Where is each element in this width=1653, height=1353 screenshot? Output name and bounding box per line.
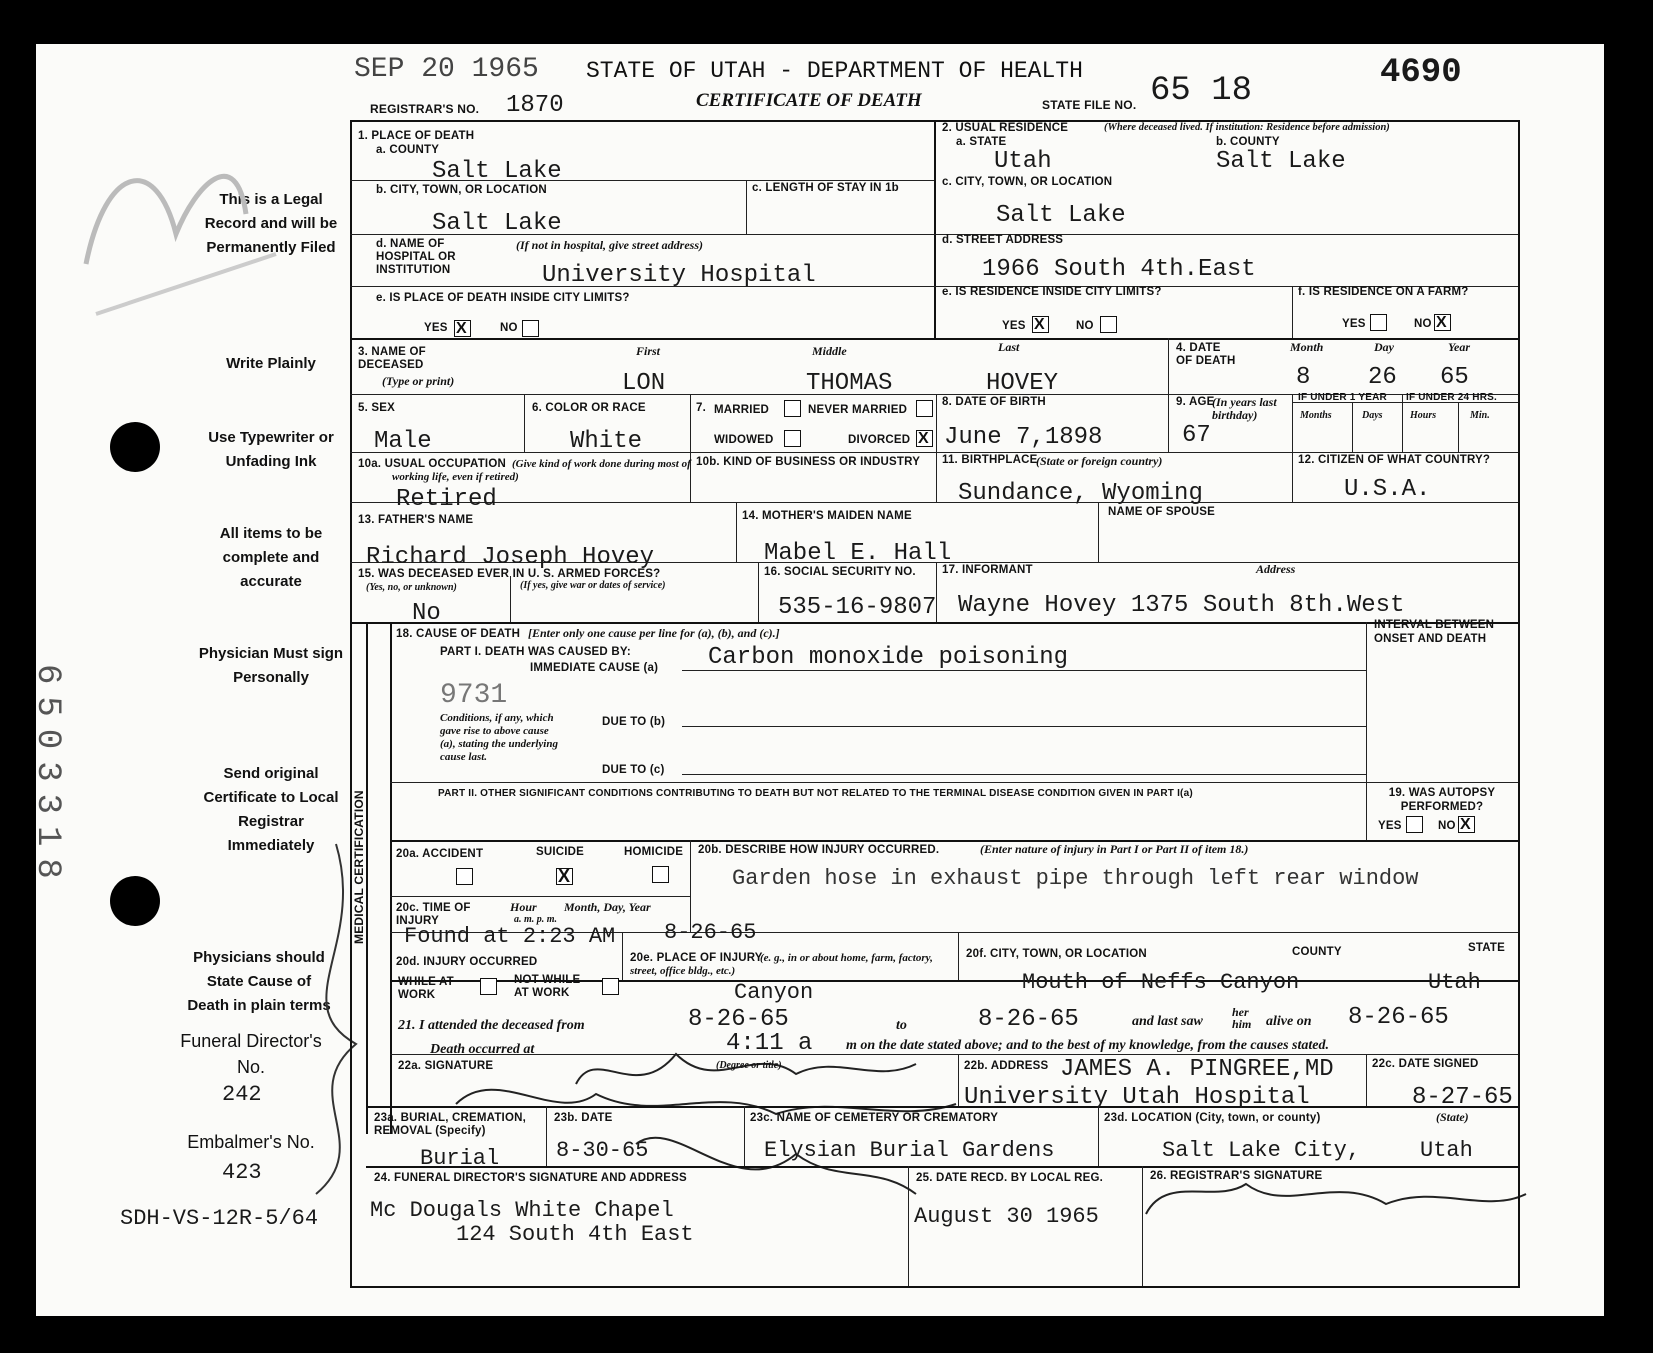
medical-certification-label: MEDICAL CERTIFICATION: [352, 790, 366, 944]
check-mark-x: X: [1460, 816, 1471, 833]
side-note-ink: Use Typewriter or Unfading Ink: [208, 429, 334, 470]
value-date-of-birth: June 7,1898: [944, 424, 1103, 451]
form-code: SDH-VS-12R-5/64: [120, 1206, 319, 1231]
value-race: White: [570, 428, 643, 455]
value-birthplace: Sundance, Wyoming: [958, 480, 1203, 507]
registrar-no: 1870: [506, 92, 564, 119]
value-father: Richard Joseph Hovey: [366, 544, 655, 571]
funeral-director-no: 242: [222, 1082, 262, 1107]
checkbox-not-at-work[interactable]: [602, 978, 619, 995]
label-date-of-death: 4. DATE OF DEATH: [1176, 342, 1236, 367]
value-burial-date: 8-30-65: [556, 1138, 649, 1163]
label-length-of-stay: c. LENGTH OF STAY IN 1b: [752, 182, 899, 194]
value-citizen: U.S.A.: [1344, 476, 1431, 503]
vertical-serial: 6503318: [28, 664, 66, 891]
certificate-page: SEP 20 1965 STATE OF UTAH - DEPARTMENT OF HEALTH CERTIFICATE OF DEATH REGISTRAR'S NO. 1870 STATE FILE NO. 65 18 4690 This is a Legal Record and will be Permanently Filed Write Plainly Use Typewriter or Unfading Ink All items to be complete and accurate Physician Must sign Personally Send original Certificate to Local Registrar Immediately Physicians should State Cause of Death in plain terms Funeral Director's No. 242 Embalmer's No. 423 SDH-VS-12R-5/64 6503318 MEDICAL CERTIFICATION 1. PLACE OF DEATH a. COUNTY Salt Lake b. CITY, TOWN, OR LOCATION Salt Lake c. LENGTH OF STAY IN 1b d. NAME OF HOSPITAL OR INSTITUTION (If not in hospital, give street address) University Hospital e. IS PLACE OF DEATH INSIDE CITY LIMITS? YES X NO 2. USUAL RESIDENCE (Where deceased lived. If institution: Residence before admission) a. STATE b. COUNTY Utah Salt Lake c. CITY, TOWN, OR LOCATION Salt Lake d. STREET ADDRESS 1966 South 4th.East e. IS RESIDENCE INSIDE CITY LIMITS? YES X NO f. IS RESIDENCE ON A FARM? YES NO X 3. NAME OF DECEASED (Type or print) First Middle Last LON THOMAS HOVEY 4. DATE OF DEATH Month Day Year 8 26 65 5. SEX Male 6. COLOR OR RACE White 7. MARRIED NEVER MARRIED WIDOWED DIVORCED X 8. DATE OF BIRTH June 7,1898 9. AGE (In years last birthday) 67 IF UNDER 1 YEAR IF UNDER 24 HRS. Months Days Hours Min. 10a. USUAL OCCUPATION (Give kind of work done during most of working life, even if retired) Retired 10b. KIND OF BUSINESS OR INDUSTRY 11. BIRTHPLACE (State or foreign country) Sundance, Wyoming 12. CITIZEN OF WHAT COUNTRY? U.S.A. 13. FATHER'S NAME Richard Joseph Hovey 14. MOTHER'S MAIDEN NAME Mabel E. Hall NAME OF SPOUSE 15. WAS DECEASED EVER IN U. S. ARMED FORCES? (Yes, no, or unknown) (If yes, give war or dates of service) No 16. SOCIAL SECURITY NO. 535-16-9807 17. INFORMANT Address Wayne Hovey 1375 South 8th.West 18. CAUSE OF DEATH [Enter only one cause per line for (a), (b), and (c).] PART I. DEATH WAS CAUSED BY: IMMEDIATE CAUSE (a) Carbon monoxide poisoning 9731 Conditions, if any, which gave rise to above cause (a), stating the underlying cause last. DUE TO (b) DUE TO (c) PART II. OTHER SIGNIFICANT CONDITIONS CONTRIBUTING TO DEATH BUT NOT RELATED TO THE TERMINAL DISEASE CONDITION GIVEN IN PART I(a) INTERVAL BETWEEN ONSET AND DEATH 19. WAS AUTOPSY PERFORMED? YES NO X 20a. ACCIDENT SUICIDE HOMICIDE X 20b. DESCRIBE HOW INJURY OCCURRED. (Enter nature of injury in Part I or Part II of item 18.) Garden hose in exhaust pipe through left rear window 20c. TIME OF INJURY Hour a. m. p. m. Month, Day, Year Found at 2:23 AM 8-26-65 20d. INJURY OCCURRED WHILE AT WORK NOT WHILE AT WORK 20e. PLACE OF INJURY (e. g., in or about home, farm, factory, street, office bldg., etc.) Canyon 20f. CITY, TOWN, OR LOCATION COUNTY STATE Mouth of Neffs Canyon Utah 21. I attended the deceased from 8-26-65 to 8-26-65 and last saw her him alive on 8-26-65 Death occurred at 4:11 a m on the date stated above; and to the best of my knowledge, from the causes stated. 22a. SIGNATURE (Degree or title) 22b. ADDRESS JAMES A. PINGREE,MD University Utah Hospital 22c. DATE SIGNED 8-27-65 23a. BURIAL, CREMATION, REMOVAL (Specify) Burial 23b. DATE 8-30-65 23c. NAME OF CEMETERY OR CREMATORY Elysian Burial Gardens 23d. LOCATION (City, town, or county) (State) Salt Lake City, Utah 24. FUNERAL DIRECTOR'S SIGNATURE AND ADDRESS Mc Dougals White Chapel 124 South 4th East 25. DATE RECD. BY LOCAL REG. August 30 1965 26. REGISTRAR'S SIGNATURE: [36, 44, 1604, 1316]
value-city: Salt Lake: [432, 210, 562, 237]
value-injury-state: Utah: [1428, 970, 1481, 995]
value-middle-name: THOMAS: [806, 370, 893, 397]
check-mark-x: X: [558, 866, 571, 886]
checkbox-married[interactable]: [784, 400, 801, 417]
checkbox-farm-yes[interactable]: [1370, 314, 1387, 331]
embalmer-label: Embalmer's No.: [187, 1132, 315, 1152]
checkbox-while-at-work[interactable]: [480, 978, 497, 995]
label-name-of-deceased: 3. NAME OF DECEASED: [358, 346, 426, 371]
value-funeral-home: Mc Dougals White Chapel: [370, 1198, 674, 1223]
value-informant: Wayne Hovey 1375 South 8th.West: [958, 592, 1405, 619]
value-cause-code: 9731: [440, 680, 508, 711]
side-note-physician: Physician Must sign Personally: [198, 645, 344, 686]
value-armed-forces: No: [412, 600, 441, 627]
state-file-label: STATE FILE NO.: [1042, 98, 1137, 112]
state-file-no: 65 18: [1150, 72, 1253, 110]
label-usual-residence: 2. USUAL RESIDENCE: [942, 122, 1069, 134]
side-note-send: Send original Certificate to Local Registrar Immediately: [203, 765, 339, 854]
checkbox-widowed[interactable]: [784, 430, 801, 447]
label-hospital-note: (If not in hospital, give street address): [516, 238, 704, 252]
value-sex: Male: [374, 428, 432, 455]
label-county: a. COUNTY: [376, 144, 440, 156]
value-first-name: LON: [622, 370, 666, 397]
checkbox-accident[interactable]: [456, 868, 473, 885]
value-physician-address: University Utah Hospital: [964, 1084, 1310, 1111]
value-physician-name: JAMES A. PINGREE,MD: [1060, 1056, 1334, 1083]
value-mother: Mabel E. Hall: [764, 540, 952, 567]
value-place-of-injury: Canyon: [734, 980, 814, 1005]
checkbox-res-inside-city-no[interactable]: [1100, 316, 1117, 333]
value-attended-to: 8-26-65: [978, 1006, 1079, 1033]
funeral-director-label: Funeral Director's No.: [180, 1031, 322, 1077]
certificate-number: 4690: [1380, 54, 1462, 92]
label-city: b. CITY, TOWN, OR LOCATION: [376, 184, 547, 196]
check-mark-x: X: [918, 430, 929, 447]
check-mark-x: X: [456, 320, 467, 337]
embalmer-no: 423: [222, 1160, 262, 1185]
checkbox-homicide[interactable]: [652, 866, 669, 883]
value-death-year: 65: [1440, 364, 1469, 391]
registrar-label: REGISTRAR'S NO.: [370, 102, 480, 116]
value-death-month: 8: [1296, 364, 1311, 391]
value-injury-time: Found at 2:23 AM: [404, 924, 616, 949]
value-res-state: Utah: [994, 148, 1052, 175]
value-last-seen-alive: 8-26-65: [1348, 1004, 1449, 1031]
value-burial-state: Utah: [1420, 1138, 1473, 1163]
value-res-county: Salt Lake: [1216, 148, 1346, 175]
checkbox-autopsy-yes[interactable]: [1406, 816, 1423, 833]
value-res-city: Salt Lake: [996, 202, 1126, 229]
form-title: CERTIFICATE OF DEATH: [696, 90, 922, 111]
value-ssn: 535-16-9807: [778, 594, 937, 621]
side-note-legal: This is a Legal Record and will be Permanently Filed: [204, 191, 338, 256]
value-funeral-address: 124 South 4th East: [456, 1222, 694, 1247]
value-age: 67: [1182, 422, 1211, 449]
checkbox-never-married[interactable]: [916, 400, 933, 417]
side-note-cause: Physicians should State Cause of Death in plain terms: [187, 949, 331, 1014]
value-last-name: HOVEY: [986, 370, 1059, 397]
checkbox-place-inside-city-no[interactable]: [522, 320, 539, 337]
check-mark-x: X: [1436, 314, 1447, 331]
value-death-time: 4:11 a: [726, 1030, 813, 1057]
value-death-day: 26: [1368, 364, 1397, 391]
value-date-signed: 8-27-65: [1412, 1084, 1513, 1111]
value-date-received: August 30 1965: [914, 1204, 1099, 1229]
side-note-complete: All items to be complete and accurate: [219, 525, 323, 590]
label-hospital: d. NAME OF HOSPITAL OR INSTITUTION: [376, 238, 456, 276]
value-disposition: Burial: [420, 1146, 500, 1171]
value-injury-date: 8-26-65: [664, 920, 757, 945]
value-burial-location: Salt Lake City,: [1162, 1138, 1361, 1163]
received-stamp: SEP 20 1965: [354, 54, 539, 85]
check-mark-x: X: [1034, 316, 1045, 333]
label-place-of-death: 1. PLACE OF DEATH: [358, 130, 475, 142]
value-attended-from: 8-26-65: [688, 1006, 789, 1033]
value-injury-description: Garden hose in exhaust pipe through left rear window: [732, 866, 1419, 891]
value-cemetery: Elysian Burial Gardens: [764, 1138, 1055, 1163]
value-occupation: Retired: [396, 486, 497, 513]
side-note-write: Write Plainly: [226, 355, 316, 372]
value-county: Salt Lake: [432, 158, 562, 185]
agency-title: STATE OF UTAH - DEPARTMENT OF HEALTH: [586, 58, 1083, 84]
value-hospital: University Hospital: [542, 262, 816, 289]
value-cause-immediate: Carbon monoxide poisoning: [708, 644, 1069, 671]
value-res-street: 1966 South 4th.East: [982, 256, 1256, 283]
label-inside-city: e. IS PLACE OF DEATH INSIDE CITY LIMITS?: [376, 292, 630, 304]
value-injury-city: Mouth of Neffs Canyon: [1022, 970, 1300, 995]
